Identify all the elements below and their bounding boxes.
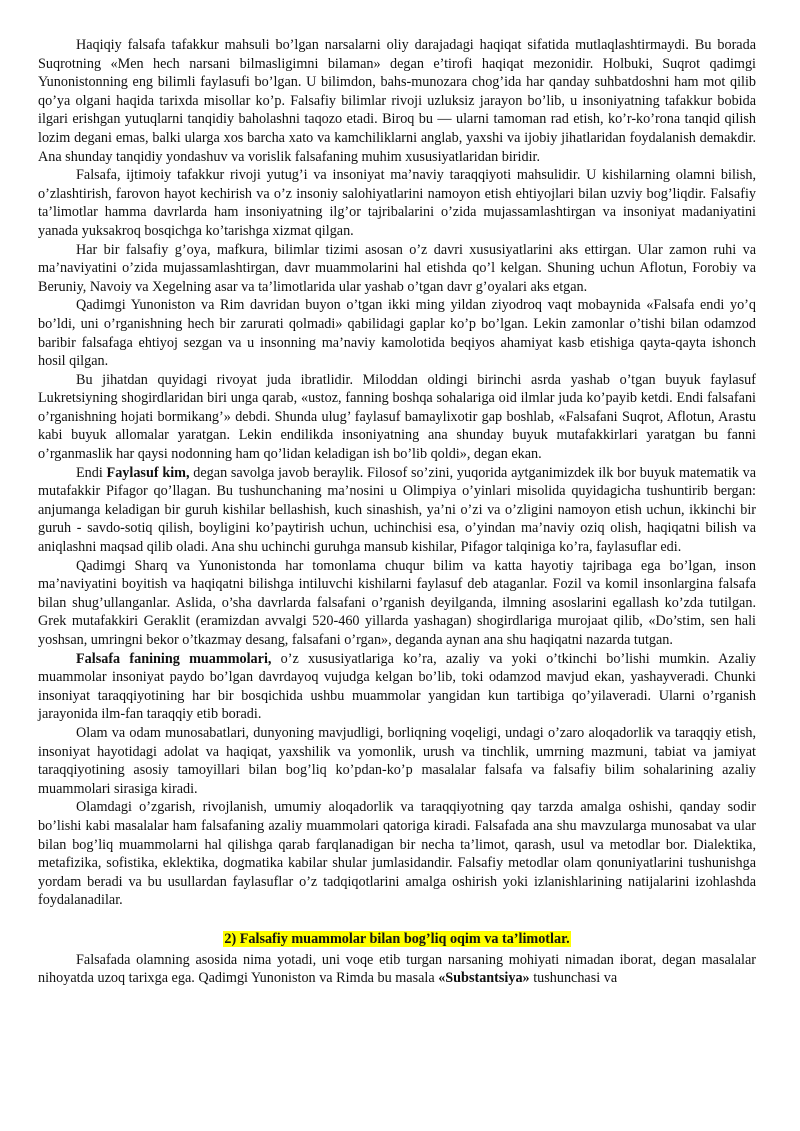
paragraph-5: Bu jihatdan quyidagi rivoyat juda ibratlidir. Miloddan oldingi birinchi asrda yashab o’tgan buyuk faylasuf Lukretsiyning shogirdlaridan biri unga qarab, «ustoz, fanning boshqa sohalariga oid ilmlar juda ko’payib ketdi. Endi falsafani o’rganishning hojati bormikang’» debdi. Shunda ulug’ faylasuf bamaylixotir gap boshlab, «Falsafani Suqrot, Aflotun, Arastu kabi buyuk allomalar yaratgan. Lekin endilikda insoniyatning ana shunday buyuk mutafakkirlari yaratgan bu fanni o’rganmaslik har qaysi nodonning ham qo’lidan keladigan ish bo’lib qoldi», degan ekan. bbox=[38, 371, 756, 463]
paragraph-11 bbox=[38, 951, 756, 988]
section-heading bbox=[38, 930, 756, 949]
term-substantsiya: «Substantsiya» bbox=[438, 970, 530, 987]
paragraph-10: Olamdagi o’zgarish, rivojlanish, umumiy aloqadorlik va taraqqiyotning qay tarzda amalga oshishi, qanday sodir bo’lishi kabi masalalar ham falsafaning azaliy muammolari qatoriga kiradi. Falsafada ana shu mavzularga munosabat va ular bilan bog’liq muammolarni hal qilishga qarab farqlanadigan bir necha ta’limot, qarash, usul va metodlar bor. Dialektika, metafizika, sofistika, eklektika, dogmatika kabilar shular jumlasidandir. Falsafiy metodlar olam qonuniyatlarini tushunishga yordam beradi va bu usullardan faylasuflar o’z tadqiqotlarini amalga oshirish yoki izlanishlarining natijalarini izohlashda foydalanadilar. bbox=[38, 799, 756, 909]
term-falsafa-muammolari: Falsafa fanining muammolari, bbox=[76, 650, 272, 667]
paragraph-4: Qadimgi Yunoniston va Rim davridan buyon o’tgan ikki ming yildan ziyodroq vaqt mobaynida «Falsafa endi yo’q bo’ldi, uni o’rganishning hech bir zarurati qolmadi» qabilidagi gaplar ko’p bo’lgan. Lekin zamonlar o’tishi bilan odamzod baribir falsafaga ehtiyoj sezgan va u insonning ma’naviy kamolotida beqiyos ahamiyat kasb etishiga qayta-qayta ishonch hosil qilgan. bbox=[38, 297, 756, 370]
paragraph-8 bbox=[38, 650, 756, 724]
paragraph-9: Olam va odam munosabatlari, dunyoning mavjudligi, borliqning voqeligi, undagi o’zaro aloqadorlik va taraqqiy etish, insoniyat hayotidagi adolat va haqiqat, yaxshilik va yomonlik, urush va tinchlik, umrning mazmuni, tabiat va jamiyat taraqqiyotining asosiy tamoyillari bilan bog’liq ko’pdan-ko’p masalalar falsafa va falsafiy bilim sohalarining azaliy muammolari sirasiga kiradi. bbox=[38, 724, 756, 797]
paragraph-3: Har bir falsafiy g’oya, mafkura, bilimlar tizimi asosan o’z davri xususiyatlarini aks ettirgan. Ular zamon ruhi va ma’naviyatini o’zida mujassamlashtirgan, davr muammolarini hal etishda qo’l kelgan. Shuning uchun Aflotun, Forobiy va Beruniy, Navoiy va Xegelning asar va ta’limotlarida ular yashab o’tgan davr g’oyalari aks etgan. bbox=[38, 241, 756, 295]
term-faylasuf-kim: Faylasuf kim, bbox=[106, 464, 190, 481]
paragraph-6-body: degan savolga javob beraylik. Filosof so’zini, yuqorida aytganimizdek ilk bor buyuk matematik va mutafakkir Pifagor qo’llagan. Bu tushunchaning ma’nosini u Olimpiya o’yinlari misolida quyidagicha tushuntirib bergan: anjumanga keladigan bir guruh kishilar bellashish, kuch sinashish, ya’ni o’zi va o’zligini namoyon etish uchun, ikkinchi bir guruh - savdo-sotiq qilish, boyligini ko’paytirish uchun, uchinchisi esa, o’yindan ma’naviy oziq olish, haqiqatni bilish va aniqlashni maqsad qilib oladi. Ana shu uchinchi guruhga mansub kishilar, Pifagor talqiniga ko’ra, faylasuflar edi. bbox=[38, 464, 756, 556]
paragraph-8-body: o’z xususiyatlariga ko’ra, azaliy va yoki o’tkinchi bo’lishi mumkin. Azaliy muammolar insoniyat paydo bo’lgan davrdayoq vujudga kelgan bo’lib, toki odamzod mavjud ekan, yashayveradi. Chunki insoniyat taraqqiyotining har bir bosqichida ushbu muammolar yangidan kun tartibiga qo’yilaveradi. Ularni o’rganish jarayonida ilm-fan taraqqiy etib boradi. bbox=[38, 650, 756, 723]
paragraph-11-tail: tushunchasi va bbox=[529, 970, 618, 987]
paragraph-11-lead: Falsafada olamning asosida nima yotadi, uni voqe etib turgan narsaning mohiyati nimadan iborat, degan masalalar nihoyatda uzoq tarixga ega. Qadimgi Yunoniston va Rimda bu masala bbox=[38, 951, 756, 987]
section-heading-text: 2) Falsafiy muammolar bilan bog’liq oqim va ta’limotlar. bbox=[224, 930, 570, 947]
paragraph-7: Qadimgi Sharq va Yunonistonda har tomonlama chuqur bilim va katta hayotiy tajribaga ega bo’lgan, inson ma’naviyatini boyitish va haqiqatni bilishga intiluvchi kishilarni faylasuf deb ataganlar. Fozil va komil insonlargina falsafa bilan shug’ullanganlar. Aslida, o’sha davrlarda falsafani o’rganish deyilganda, ilmning asoslarini egallash ko’zda tutilgan. Grek mutafakkiri Geraklit (eramizdan avvalgi 520-460 yillarda yashagan) shogirdlariga murojaat qilib, «Do’stim, sen hali yoshsan, umringni bekor o’tkazmay desang, falsafani o’rgan», deganda aynan ana shu haqiqatni nazarda tutgan. bbox=[38, 557, 756, 648]
paragraph-6-lead: Endi bbox=[76, 464, 107, 481]
paragraph-1: Haqiqiy falsafa tafakkur mahsuli bo’lgan narsalarni oliy darajadagi haqiqat sifatida mutlaqlashtirmaydi. Bu borada Suqrotning «Men hech narsani bilmasligimni bilaman» degan e’tirofi haqiqat mezonidir. Holbuki, Suqrot qadimgi Yunonistonning eng bilimli faylasufi bo’lgan. U bilimdon, bahs-munozara chog’ida har qanday suhbatdoshni ham mot qilib qo’ya olgani haqida tarixda misollar ko’p. Falsafiy bilimlar rivoji uzluksiz jarayon bo’lib, u insoniyatning tafakkur bobida ilgari erishgan yutuqlarni tanqidiy baholashni taqozo etadi. Biroq bu — ularni tamoman rad etish, ko’r-ko’rona tanqid qilish lozim degani emas, balki ularga xos barcha xato va kamchiliklarni anglab, yaxshi va ijobiy jihatlaridan foydalanish demakdir. Ana shunday tanqidiy yondashuv va vorislik falsafaning muhim xususiyatlaridan biridir. bbox=[38, 37, 756, 165]
paragraph-2: Falsafa, ijtimoiy tafakkur rivoji yutug’i va insoniyat ma’naviy taraqqiyoti mahsulidir. U kishilarning olamni bilish, o’zlashtirish, farovon hayot kechirish va o’z insoniy salohiyatlarini namoyon etish ehtiyojlari bilan uzviy bog’liqdir. Falsafiy ta’limotlar hamma davrlarda ham insoniyatning ilg’or tajribalarini o’zida mujassamlashtirgan va insoniyat madaniyatini yanada yuksakroq bosqichga ko’tarishga xizmat qilgan. bbox=[38, 167, 756, 239]
paragraph-6 bbox=[38, 464, 756, 557]
